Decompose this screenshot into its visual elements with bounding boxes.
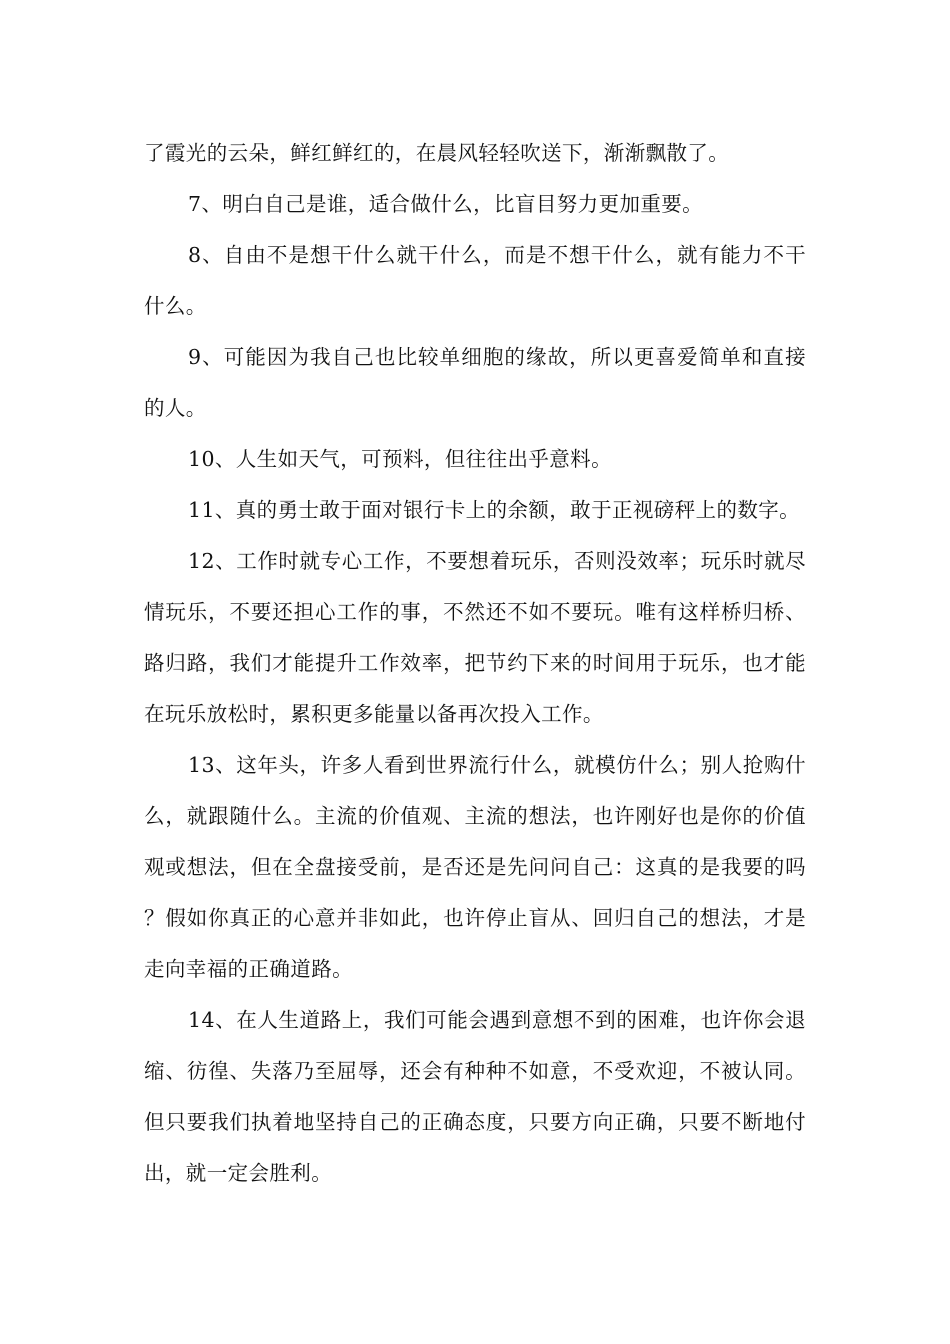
paragraph-item-9: 9、可能因为我自己也比较单细胞的缘故，所以更喜爱简单和直接的人。 [144,345,806,420]
paragraph-item-7: 7、明白自己是谁，适合做什么，比盲目努力更加重要。 [188,192,704,216]
paragraph-item-12: 12、工作时就专心工作，不要想着玩乐，否则没效率；玩乐时就尽情玩乐，不要还担心工作的事，不然还不如不要玩。唯有这样桥归桥、路归路，我们才能提升工作效率，把节约下来的时间用于玩乐，也才能在玩乐放松时，累积更多能量以备再次投入工作。 [144,549,806,726]
paragraph-item-13: 13、这年头，许多人看到世界流行什么，就模仿什么；别人抢购什么，就跟随什么。主流的价值观、主流的想法，也许刚好也是你的价值观或想法，但在全盘接受前，是否还是先问问自己：这真的是我要的吗？假如你真正的心意并非如此，也许停止盲从、回归自己的想法，才是走向幸福的正确道路。 [144,753,806,981]
paragraph-item-10: 10、人生如天气，可预料，但往往出乎意料。 [188,447,612,471]
document-body [144,128,806,1199]
paragraph-item-14: 14、在人生道路上，我们可能会遇到意想不到的困难，也许你会退缩、彷徨、失落乃至屈辱，还会有种种不如意，不受欢迎，不被认同。但只要我们执着地坚持自己的正确态度，只要方向正确，只要不断地付出，就一定会胜利。 [144,1008,806,1185]
paragraph-continuation: 了霞光的云朵，鲜红鲜红的，在晨风轻轻吹送下，渐渐飘散了。 [144,141,730,165]
paragraph-item-8: 8、自由不是想干什么就干什么，而是不想干什么，就有能力不干什么。 [144,243,806,318]
paragraph-item-11: 11、真的勇士敢于面对银行卡上的余额，敢于正视磅秤上的数字。 [188,498,801,522]
